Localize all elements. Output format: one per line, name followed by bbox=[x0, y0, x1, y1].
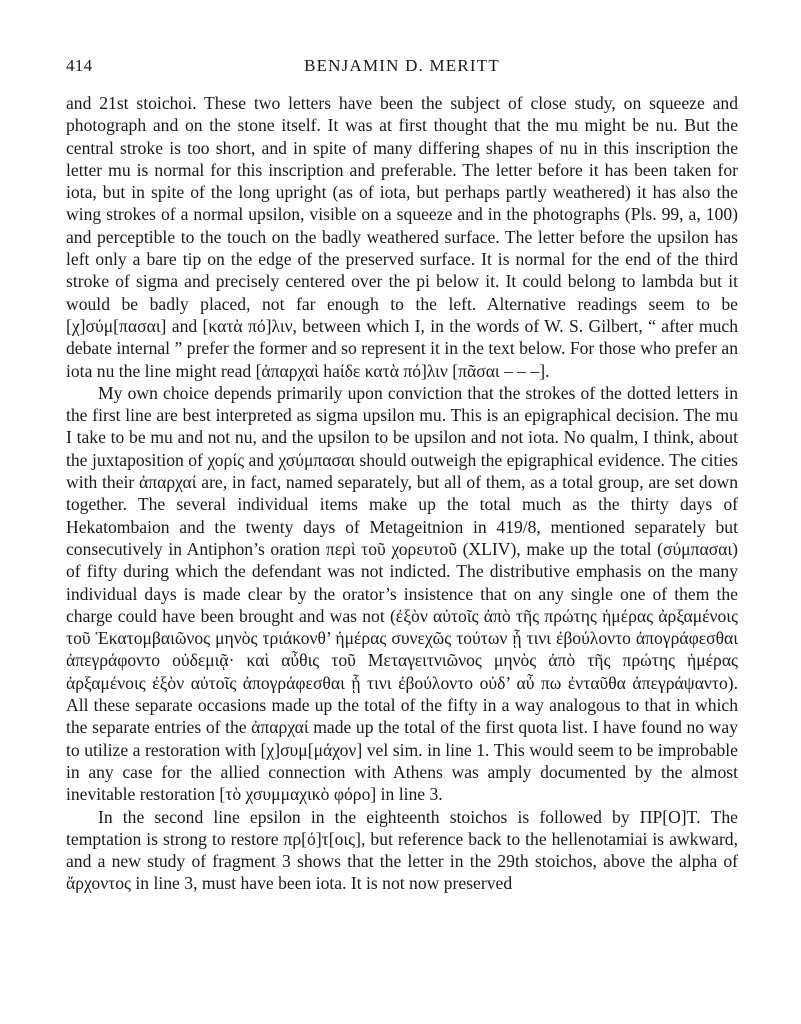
body-text bbox=[66, 92, 738, 895]
paragraph-3: In the second line epsilon in the eighteenth stoichos is followed by ΠΡ[Ο]Τ. The temptation is strong to restore πρ[ό]τ[οις], but reference back to the hellenotamiai is awkward, and a new study of fragment 3 shows that the letter in the 29th stoichos, above the alpha of ἄρχοντος in line 3, must have been iota. It is not now preserved bbox=[66, 806, 738, 894]
paragraph-2: My own choice depends primarily upon conviction that the strokes of the dotted letters in the first line are best interpreted as sigma upsilon mu. This is an epigraphical decision. The mu I take to be mu and not nu, and the upsilon to be upsilon and not iota. No qualm, I think, about the juxtaposition of χορίς and χσύμπασαι should outweigh the epigraphical evidence. The cities with their ἀπαρχαί are, in fact, named separately, but all of them, as a total group, are set down together. The several individual items make up the total much as the thirty days of Hekatombaion and the twenty days of Metageitnion in 419/8, mentioned separately but consecutively in Antiphon’s oration περὶ τοῦ χορευτοῦ (XLIV), make up the total (σύμπασαι) of fifty during which the defendant was not indicted. The distributive emphasis on the many individual days is made clear by the orator’s insistence that on any single one of them the charge could have been brought and was not (ἐξὸν αὐτοῖς ἀπὸ τῆς πρώτης ἡμέρας ἀρξαμένοις τοῦ Ἑκατομβαιῶνος μηνὸς τριάκονθ’ ἡμέρας συνεχῶς τούτων ᾗ τινι ἐβούλοντο ἀπογράφεσθαι ἀπεγράφοντο οὐδεμιᾷ· καὶ αὖθις τοῦ Μεταγειτνιῶνος μηνὸς ἀπὸ τῆς πρώτης ἡμέρας ἀρξαμένοις ἐξὸν αὐτοῖς ἀπογράφεσθαι ᾗ τινι ἐβούλοντο οὐδ’ αὖ πω ἐνταῦθα ἀπεγράψαντο). All these separate occasions made up the total of the fifty in a way analogous to that in which the separate entries of the ἀπαρχαί made up the total of the first quota list. I have found no way to utilize a restoration with [χ]συμ[μάχον] vel sim. in line 1. This would seem to be improbable in any case for the allied connection with Athens was amply documented by the almost inevitable restoration [τὸ χσυμμαχικὸ φόρο] in line 3. bbox=[66, 382, 738, 805]
paragraph-1: and 21st stoichoi. These two letters have been the subject of close study, on squeeze and photograph and on the stone itself. It was at first thought that the mu might be nu. But the central stroke is too short, and in spite of many differing shapes of nu in this inscription the letter mu is normal for this inscription and preferable. The letter before it has been taken for iota, but in spite of the long upright (as of iota, but perhaps partly weathered) it has also the wing strokes of a normal upsilon, visible on a squeeze and in the photographs (Pls. 99, a, 100) and perceptible to the touch on the badly weathered surface. The letter before the upsilon has left only a bare tip on the edge of the preserved surface. It is normal for the end of the third stroke of sigma and precisely centered over the pi below it. It could belong to lambda but it would be badly placed, not far enough to the left. Alternative readings seem to be [χ]σύμ[πασαι] and [κατὰ πό]λιν, between which I, in the words of W. S. Gilbert, “ after much debate internal ” prefer the former and so represent it in the text below. For those who prefer an iota nu the line might read [ἀπαρχαὶ haίδε κατὰ πό]λιν [πᾶσαι – – –]. bbox=[66, 93, 738, 381]
page-header bbox=[66, 56, 738, 80]
page-number: 414 bbox=[66, 56, 93, 75]
running-head-author: BENJAMIN D. MERITT bbox=[304, 56, 500, 75]
